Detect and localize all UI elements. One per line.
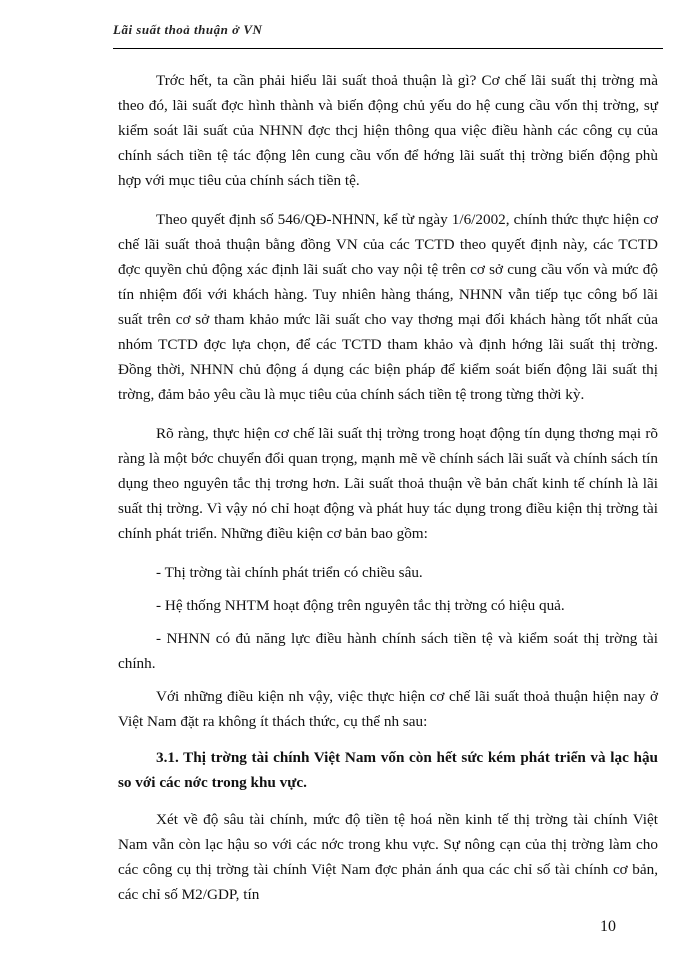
paragraph-3: Rõ ràng, thực hiện cơ chế lãi suất thị trờng trong hoạt động tín dụng thơng mại rõ ràng là một bớc chuyển đổi quan trọng, mạnh mẽ về chính sách lãi suất và chính sách tín dụng theo nguyên tắc thị trơng hơn. Lãi suất thoả thuận về bản chất kinh tế chính là lãi suất thị trờng. Vì vậy nó chỉ hoạt động và phát huy tác dụng trong điều kiện thị trờng tài chính phát triển. Những điều kiện cơ bản bao gồm: [118, 425, 658, 542]
condition-item-1: - Thị trờng tài chính phát triển có chiều sâu. [156, 564, 423, 581]
paragraph-5: Xét về độ sâu tài chính, mức độ tiền tệ hoá nền kinh tế thị trờng tài chính Việt Nam vẫn còn lạc hậu so với các nớc trong khu vực. Sự nông cạn của thị trờng làm cho các công cụ thị trờng tài chính Việt Nam đợc phản ánh qua các chỉ số tài chính cơ bản, các chỉ số M2/GDP, tín [118, 811, 658, 903]
condition-item-3: - NHNN có đủ năng lực điều hành chính sách tiền tệ và kiểm soát thị trờng tài chính. [118, 630, 658, 672]
section-heading-3-1: 3.1. Thị trờng tài chính Việt Nam vốn còn hết sức kém phát triển và lạc hậu so với các nớc trong khu vực. [118, 749, 658, 791]
page-number: 10 [600, 918, 616, 935]
paragraph-2: Theo quyết định số 546/QĐ-NHNN, kể từ ngày 1/6/2002, chính thức thực hiện cơ chế lãi suất thoả thuận bằng đồng VN của các TCTD theo quyết định này, các TCTD đợc quyền chủ động xác định lãi suất cho vay nội tệ trên cơ sở cung cầu vốn và mức độ tín nhiệm đối với khách hàng. Tuy nhiên hàng tháng, NHNN vẫn tiếp tục công bố lãi suất trên cơ sở tham khảo mức lãi suất cho vay thơng mại đối khách hàng tốt nhất của nhóm TCTD đợc lựa chọn, để các TCTD tham khảo và định hớng lãi suất thị trờng. Đồng thời, NHNN chủ động á dụng các biện pháp để kiểm soát biến động lãi suất thị trờng, đảm bảo yêu cầu là mục tiêu của chính sách tiền tệ trong từng thời kỳ. [118, 211, 658, 403]
paragraph-1: Trớc hết, ta cần phải hiểu lãi suất thoả thuận là gì? Cơ chế lãi suất thị trờng mà theo đó, lãi suất đợc hình thành và biến động chủ yếu do hệ cung cầu vốn thị trờng, sự kiểm soát lãi suất của NHNN đợc thcj hiện thông qua việc điều hành các công cụ của chính sách tiền tệ tác động lên cung cầu vốn để hớng lãi suất thị trờng biến động phù hợp với mục tiêu của chính sách tiền tệ. [118, 72, 658, 189]
header-divider [113, 48, 663, 49]
document-body [118, 68, 658, 921]
paragraph-4: Với những điều kiện nh vậy, việc thực hiện cơ chế lãi suất thoả thuận hiện nay ở Việt Nam đặt ra không ít thách thức, cụ thể nh sau: [118, 688, 658, 730]
condition-item-2: - Hệ thống NHTM hoạt động trên nguyên tắc thị trờng có hiệu quả. [156, 597, 565, 614]
running-header: Lãi suất thoả thuận ở VN [113, 22, 263, 37]
